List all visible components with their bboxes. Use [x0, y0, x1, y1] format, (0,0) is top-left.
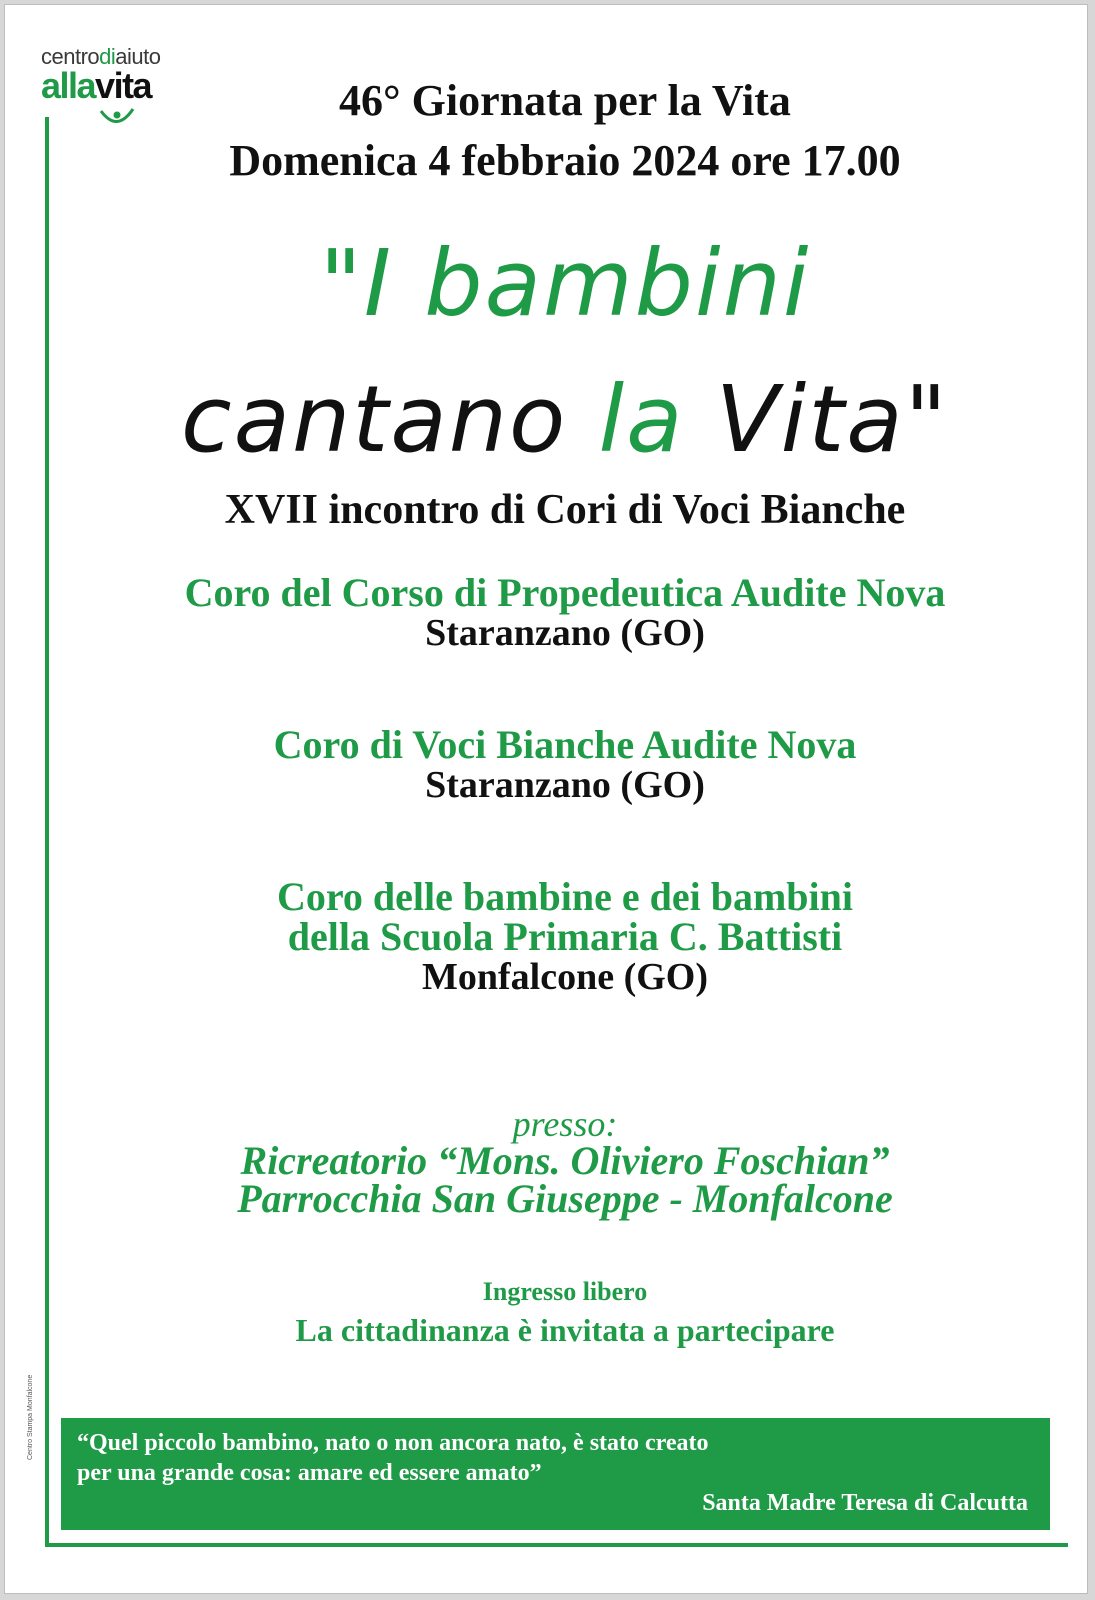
venue-name: Ricreatorio “Mons. Oliviero Foschian” — [240, 1138, 890, 1183]
quote-line: “Quel piccolo bambino, nato o non ancora nato, è stato creato — [77, 1430, 709, 1456]
admission-text: Ingresso libero — [482, 1277, 648, 1306]
logo-main-text: allavita — [41, 65, 152, 106]
invitation-text: La cittadinanza è invitata a partecipare — [295, 1312, 835, 1348]
choir-item — [65, 874, 1065, 998]
choir-place: Staranzano (GO) — [425, 764, 705, 806]
choir-name: Coro di Voci Bianche Audite Nova — [273, 722, 857, 767]
venue-label: presso: — [512, 1104, 618, 1144]
choir-name: della Scuola Primaria C. Battisti — [287, 914, 843, 959]
choir-place: Staranzano (GO) — [425, 612, 705, 654]
choir-name: Coro del Corso di Propedeutica Audite Nova — [184, 570, 946, 615]
green-border-left — [45, 117, 49, 1547]
green-border-bottom — [45, 1543, 1068, 1547]
venue-parish: Parrocchia San Giuseppe - Monfalcone — [237, 1176, 893, 1221]
headline-line-2: cantano la Vita" — [180, 366, 949, 473]
choir-place: Monfalcone (GO) — [421, 956, 708, 998]
headline-line-1: "I bambini — [319, 230, 811, 337]
logo-top-text: centrodiaiuto — [41, 44, 161, 69]
event-date: Domenica 4 febbraio 2024 ore 17.00 — [229, 136, 901, 185]
choir-name: Coro delle bambine e dei bambini — [277, 874, 853, 919]
event-subtitle: XVII incontro di Cori di Voci Bianche — [224, 487, 906, 533]
choir-item — [65, 570, 1065, 654]
event-title: 46° Giornata per la Vita — [339, 76, 791, 125]
quote-box — [61, 1418, 1050, 1530]
poster-sheet — [4, 4, 1088, 1594]
choir-item — [65, 722, 1065, 806]
printer-credit: Centro Stampa Monfalcone — [27, 1374, 34, 1460]
quote-author: Santa Madre Teresa di Calcutta — [702, 1490, 1028, 1516]
quote-line: per una grande cosa: amare ed essere amato” — [77, 1460, 542, 1486]
